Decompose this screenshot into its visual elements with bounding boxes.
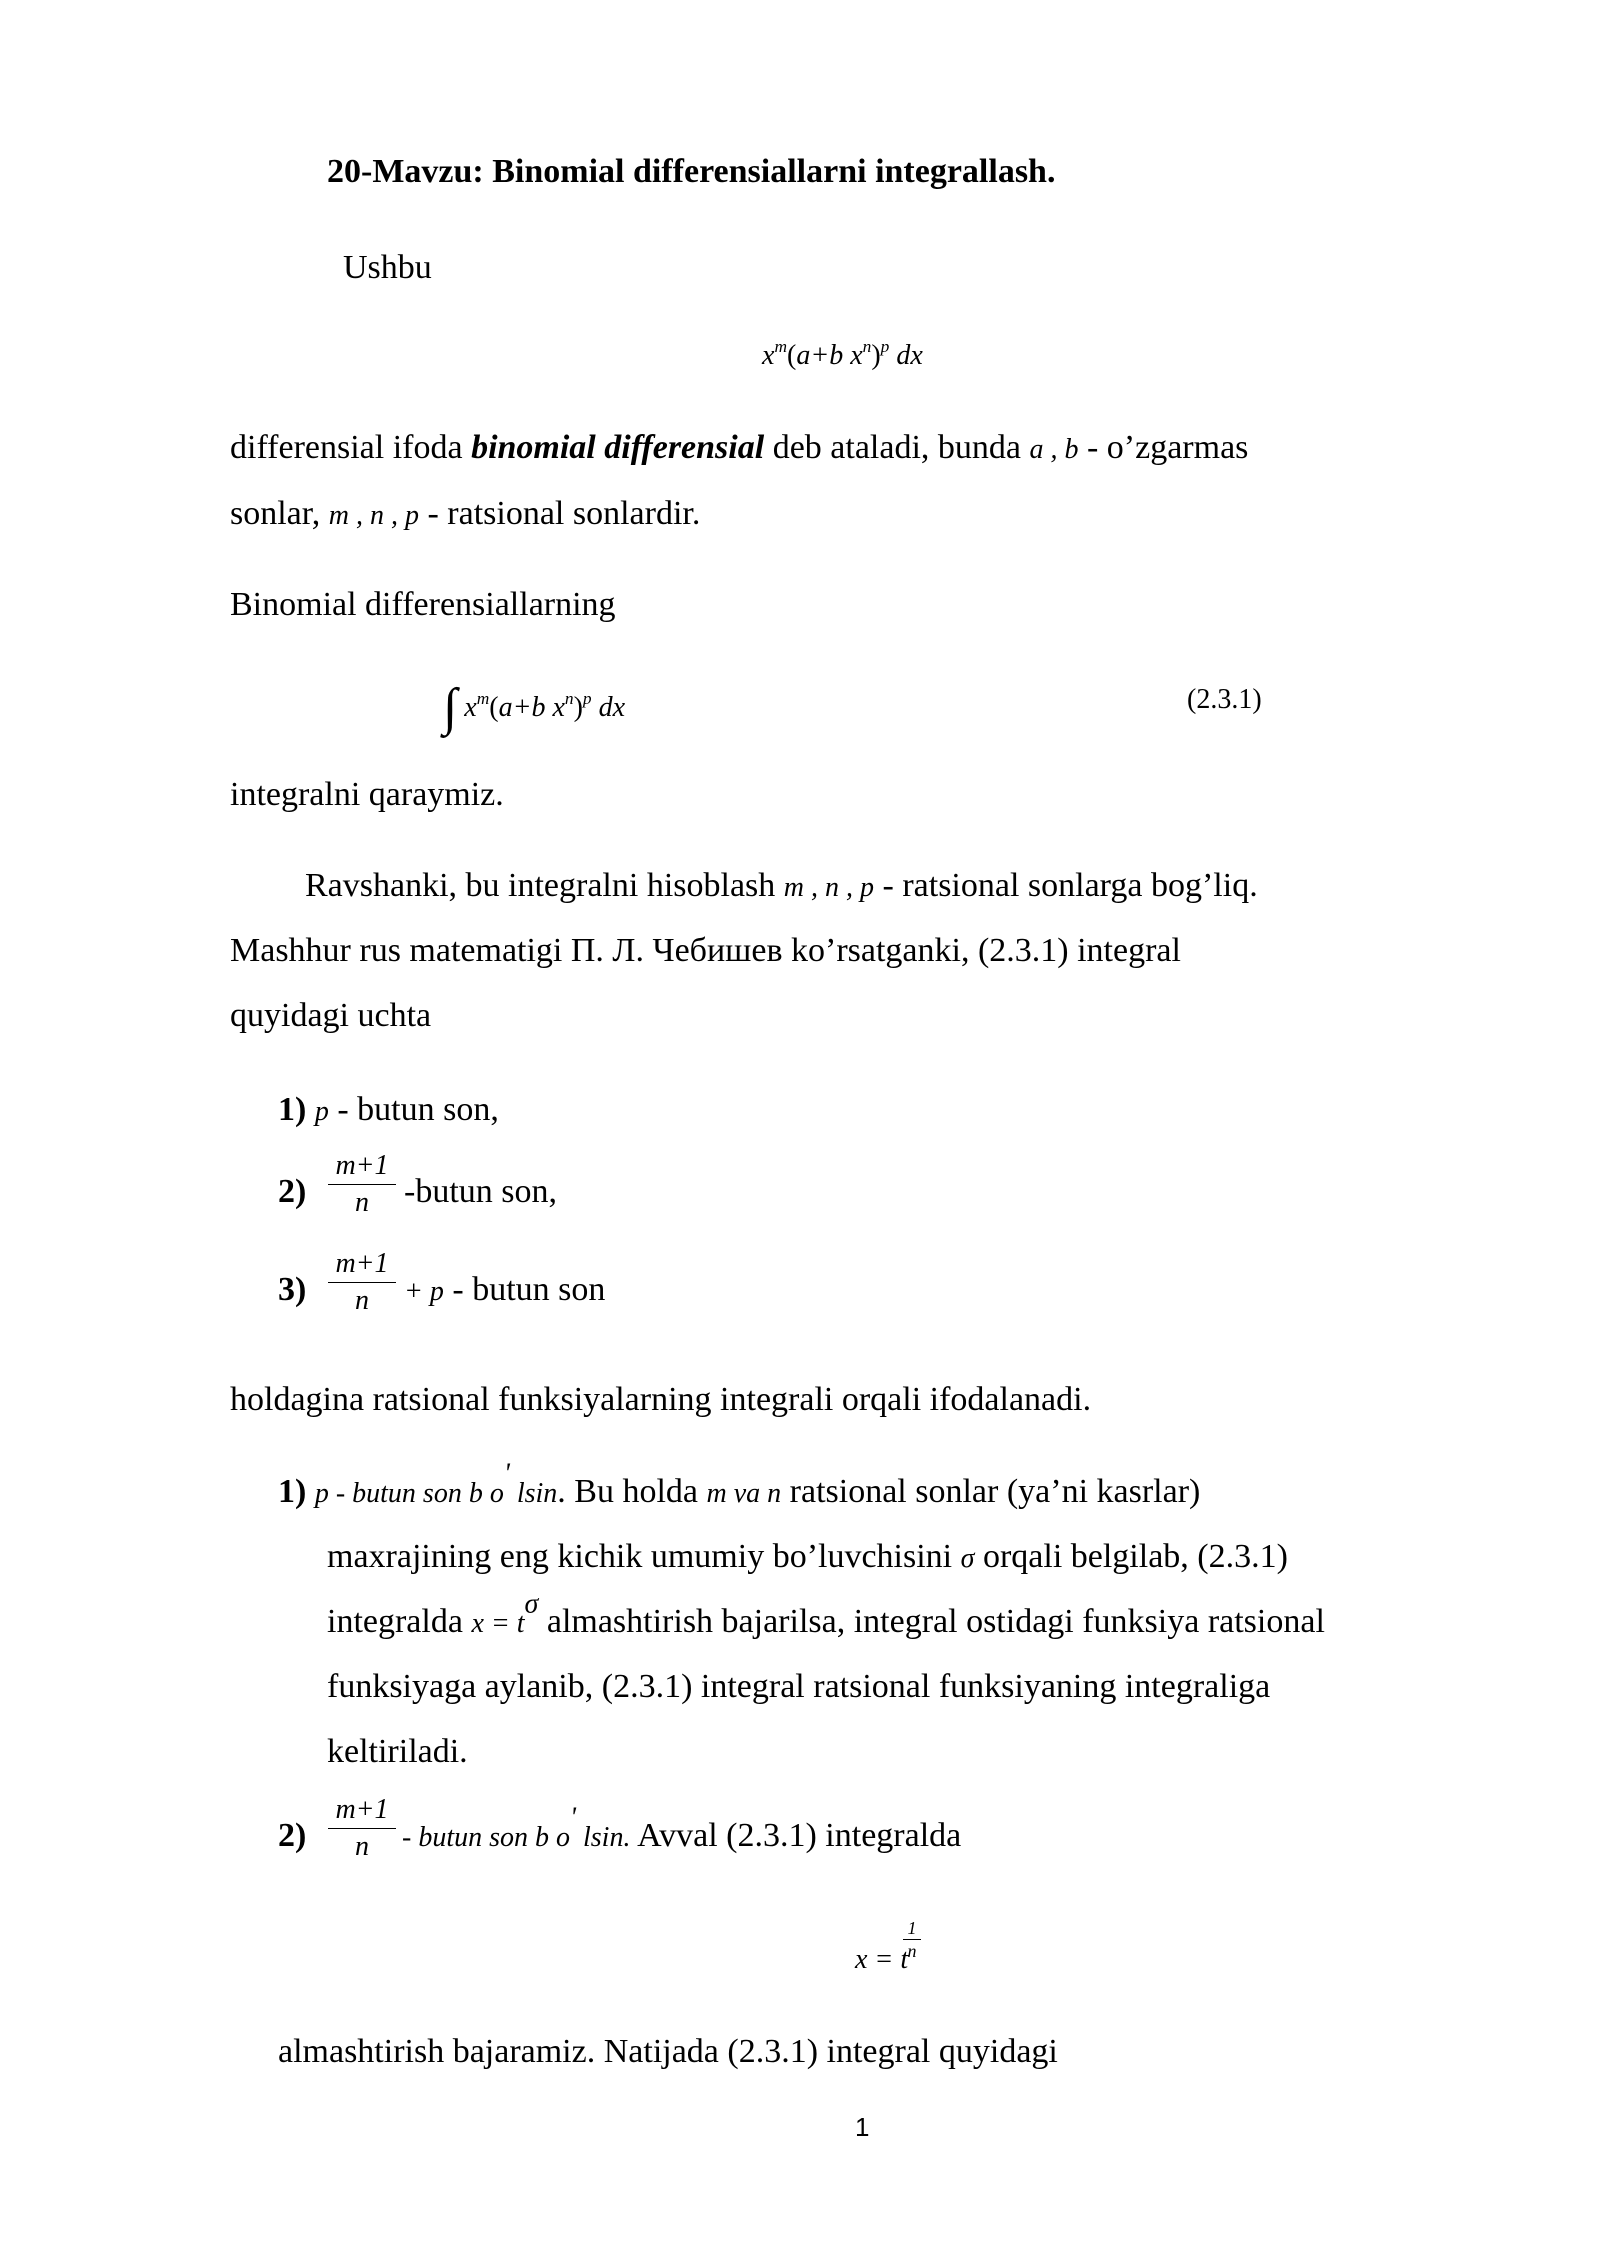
case-number-2: 2) [278, 1817, 307, 1854]
condition-number: 1) [278, 1091, 307, 1128]
paragraph-chebyshev-line2: Mashhur rus matematigi П. Л. Чебишев ko’rsatganki, (2.3.1) integral [230, 932, 1181, 969]
formula-integral: ∫ $x^m(a+b$ $x^n)^p$ dx [443, 679, 626, 736]
paragraph-ushbu: Ushbu [343, 249, 432, 286]
fraction-m-plus-1-over-n: m+1 n [328, 1150, 396, 1219]
condition-2-text: -butun son, [404, 1173, 557, 1210]
condition-1: 1) p - butun son, [278, 1091, 499, 1128]
formula-binomial-differential: $x^m(a+b$ $x^n)^p$ dx [762, 336, 923, 371]
paragraph-holdagina: holdagina ratsional funksiyalarning integrali orqali ifodalanadi. [230, 1381, 1092, 1418]
paragraph-binomial-intro: Binomial differensiallarning [230, 586, 616, 623]
paragraph-chebyshev-line1: Ravshanki, bu integralni hisoblash m , n , p - ratsional sonlarga bog’liq. [305, 867, 1258, 904]
equation-number: (2.3.1) [1187, 684, 1262, 715]
condition-number-3: 3) [278, 1271, 307, 1308]
page-title: 20-Mavzu: Binomial differensiallarni integrallash. [327, 153, 1056, 190]
paragraph-consider: integralni qaraymiz. [230, 776, 504, 813]
fraction-exponent-1-over-n: 1 n [903, 1918, 921, 1961]
case-number: 1) [278, 1473, 307, 1510]
page-number: 1 [855, 2112, 870, 2142]
case-1-line4: funksiyaga aylanib, (2.3.1) integral ratsional funksiyaning integraliga [327, 1668, 1271, 1705]
fraction-m-plus-1-over-n: m+1 n [328, 1794, 396, 1863]
fraction-m-plus-1-over-n: m+1 n [328, 1248, 396, 1317]
integral-sign: ∫ [443, 679, 458, 736]
condition-number-2: 2) [278, 1173, 307, 1210]
paragraph-definition-line2: sonlar, m , n , p - ratsional sonlardir. [230, 495, 701, 532]
term-binomial-differential: binomial differensial [471, 429, 765, 466]
case-2-text: - butun son b o' lsin. Avval (2.3.1) integralda [402, 1802, 962, 1854]
formula-substitution: x = t [855, 1944, 909, 1975]
paragraph-result: almashtirish bajaramiz. Natijada (2.3.1) integral quyidagi [278, 2033, 1058, 2070]
condition-3-text: + p - butun son [404, 1271, 606, 1308]
paragraph-definition-line1: differensial ifoda binomial differensial deb ataladi, bunda a , b - o’zgarmas [230, 429, 1249, 466]
case-1-line3: integralda $x = t^\sigma$ almashtirish bajarilsa, integral ostidagi funksiya ratsional [327, 1588, 1325, 1640]
case-1-line5: keltiriladi. [327, 1733, 468, 1770]
paragraph-chebyshev-line3: quyidagi uchta [230, 997, 432, 1034]
case-1-line2: maxrajining eng kichik umumiy bo’luvchisini σ orqali belgilab, (2.3.1) [327, 1538, 1288, 1575]
case-1-line1: 1) p - butun son b o' lsin. Bu holda m va n ratsional sonlar (ya’ni kasrlar) [278, 1458, 1201, 1510]
